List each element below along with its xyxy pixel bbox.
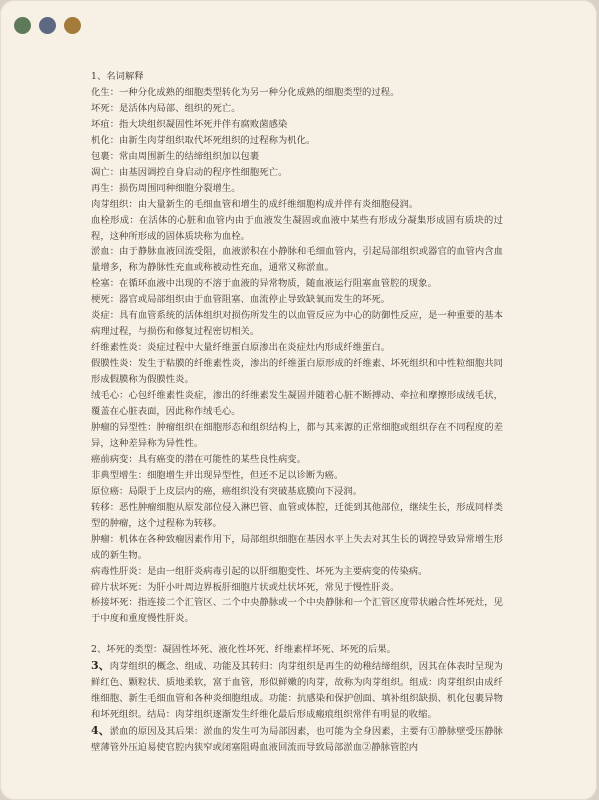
term-entry: 桥接坏死：指连接二个汇管区、二个中央静脉或一个中央静脉和一个汇管区度带状融合性坏死灶，见于中度和重度慢性肝炎。 [91,597,503,625]
section-4-text: 淤血的原因及其后果：淤血的发生可为局部因素，也可能为全身因素，主要有①静脉壁受压静脉壁薄管外压迫易使官腔内狭窄或闭塞阻碍血液回流而导致局部淤血②静脉管腔内 [91,726,503,754]
term-entry: 癌前病变：具有癌变的潜在可能性的某些良性病变。 [91,453,306,465]
term-list [91,85,503,627]
term-entry: 炎症：具有血管系统的活体组织对损伤所发生的以血管反应为中心的防御性反应，是一种重要的基本病理过程，与损伤和修复过程密切相关。 [91,310,503,338]
term-entry: 碎片状坏死：为肝小叶周边界板肝细胞片状或灶状坏死，常见于慢性肝炎。 [91,581,400,593]
term-entry: 包裹：常由周围新生的结缔组织加以包裹 [91,150,260,162]
notes-content [91,69,503,756]
term-entry: 梗死：器官或局部组织由于血管阻塞、血流停止导致缺氧而发生的坏死。 [91,294,391,306]
section-4-number: 4、 [91,724,110,738]
window-dots [14,17,81,34]
term-entry: 凋亡：由基因调控自身启动的程序性细胞死亡。 [91,166,288,178]
term-entry: 非典型增生：细胞增生并出现异型性，但还不足以诊断为癌。 [91,469,344,481]
term-entry: 血栓形成：在活体的心脏和血管内由于血液发生凝固或血液中某些有形成分凝集形成固有质块的过程，这种所形成的固体质块称为血栓。 [91,214,503,242]
term-entry: 肿瘤：机体在各种致瘤因素作用下，局部组织细胞在基因水平上失去对其生长的调控导致异常增生形成的新生物。 [91,533,503,561]
term-entry: 转移：恶性肿瘤细胞从原发部位侵入淋巴管、血管或体腔，迁徙到其他部位，继续生长，形成同样类型的肿瘤，这个过程称为转移。 [91,501,503,529]
term-entry: 原位癌：局限于上皮层内的癌，癌组织没有突破基底膜向下浸润。 [91,485,363,497]
section-3-text: 肉芽组织的概念、组成、功能及其转归：肉芽组织是再生的幼稚结缔组织，因其在体表时呈现为鲜红色、颗粒状、质地柔软，富于血管，形似鲜嫩的肉芽，故称为肉芽组织。组成：肉芽组织由成纤维细胞、新生毛细血管和各种炎细胞组成。功能：抗感染和保护创面、填补组织缺损、机化包裹异物和坏死组织。结局：肉芽组织逐渐发生纤维化最后形成瘢痕组织常伴有明显的收缩。 [91,661,503,721]
term-entry: 化生：一种分化成熟的细胞类型转化为另一种分化成熟的细胞类型的过程。 [91,86,400,98]
slate-dot [39,17,56,34]
green-dot [14,17,31,34]
term-entry: 淤血：由于静脉血液回流受阻，血液淤积在小静脉和毛细血管内，引起局部组织或器官的血管内含血量增多，称为静脉性充血或称被动性充血，通常又称淤血。 [91,246,503,274]
term-entry: 肉芽组织：由大量新生的毛细血管和增生的成纤维细胞构成并伴有炎细胞侵润。 [91,198,419,210]
term-entry: 坏疽：指大块组织凝固性坏死并伴有腐败菌感染 [91,118,288,130]
term-entry: 绒毛心：心包纤维素性炎症，渗出的纤维素发生凝固并随着心脏不断搏动、牵拉和摩擦形成绒毛状，覆盖在心脏表面，因此称作绒毛心。 [91,390,503,418]
term-entry: 坏死：是活体内局部、组织的死亡。 [91,102,241,114]
term-entry: 假膜性炎：发生于粘膜的纤维素性炎，渗出的纤维蛋白原形成的纤维素、坏死组织和中性粒细胞共同形成假膜称为假膜性炎。 [91,358,503,386]
section-3 [91,658,503,723]
section-3-number: 3、 [91,659,110,673]
section-2: 2、坏死的类型：凝固性坏死、液化性坏死、纤维素样坏死、坏死的后果。 [91,644,397,656]
term-entry: 栓塞：在循环血液中出现的不溶于血液的异常物质，随血液运行阻塞血管腔的现象。 [91,278,437,290]
ochre-dot [64,17,81,34]
section-4 [91,723,503,756]
term-entry: 病毒性肝炎：是由一组肝炎病毒引起的以肝细胞变性、坏死为主要病变的传染病。 [91,565,428,577]
term-entry: 纤维素性炎：炎症过程中大量纤维蛋白原渗出在炎症灶内形成纤维蛋白。 [91,342,391,354]
term-entry: 机化：由新生肉芽组织取代坏死组织的过程称为机化。 [91,134,316,146]
term-entry: 肿瘤的异型性：肿瘤组织在细胞形态和组织结构上，都与其来源的正常细胞或组织存在不同程度的差异，这种差异称为异性性。 [91,421,503,449]
term-entry: 再生：损伤周围同种细胞分裂增生。 [91,182,241,194]
section-heading: 1、名词解释 [91,71,144,82]
